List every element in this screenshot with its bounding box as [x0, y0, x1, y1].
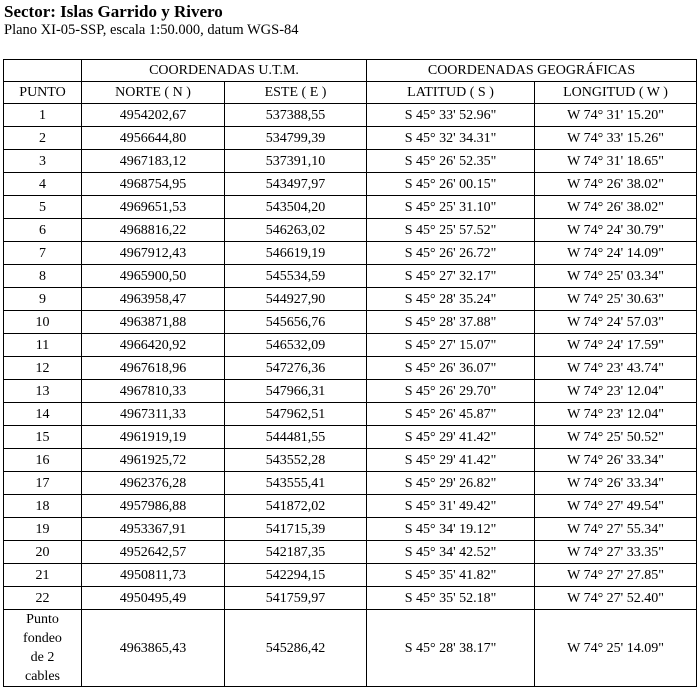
table-row — [4, 449, 697, 472]
latitud-cell: S 45° 26' 00.15" — [367, 173, 535, 196]
table-row — [4, 173, 697, 196]
norte-cell: 4967183,12 — [82, 150, 225, 173]
empty-header-cell — [4, 60, 82, 82]
table-row — [4, 472, 697, 495]
page-subtitle: Plano XI-05-SSP, escala 1:50.000, datum WGS-84 — [4, 22, 299, 38]
longitud-cell: W 74° 26' 33.34" — [535, 449, 697, 472]
coordinates-table — [3, 59, 697, 687]
longitud-cell: W 74° 31' 15.20" — [535, 104, 697, 127]
longitud-cell: W 74° 25' 14.09" — [535, 610, 697, 687]
longitud-cell: W 74° 27' 33.35" — [535, 541, 697, 564]
punto-cell: 8 — [4, 265, 82, 288]
norte-cell: 4965900,50 — [82, 265, 225, 288]
longitud-cell: W 74° 25' 50.52" — [535, 426, 697, 449]
latitud-cell: S 45° 26' 45.87" — [367, 403, 535, 426]
longitud-cell: W 74° 24' 30.79" — [535, 219, 697, 242]
punto-line: fondeo — [23, 631, 62, 646]
latitud-cell: S 45° 33' 52.96" — [367, 104, 535, 127]
punto-cell: 18 — [4, 495, 82, 518]
este-cell: 534799,39 — [225, 127, 367, 150]
latitud-cell: S 45° 31' 49.42" — [367, 495, 535, 518]
latitud-cell: S 45° 35' 41.82" — [367, 564, 535, 587]
latitud-cell: S 45° 29' 41.42" — [367, 449, 535, 472]
norte-cell: 4950495,49 — [82, 587, 225, 610]
latitud-cell: S 45° 26' 52.35" — [367, 150, 535, 173]
table-row — [4, 104, 697, 127]
este-cell: 547962,51 — [225, 403, 367, 426]
este-cell: 541715,39 — [225, 518, 367, 541]
punto-cell: 9 — [4, 288, 82, 311]
norte-cell: 4957986,88 — [82, 495, 225, 518]
latitud-cell: S 45° 28' 37.88" — [367, 311, 535, 334]
table-row — [4, 495, 697, 518]
utm-group-header: COORDENADAS U.T.M. — [82, 60, 367, 82]
longitud-cell: W 74° 26' 38.02" — [535, 196, 697, 219]
latitud-cell: S 45° 26' 29.70" — [367, 380, 535, 403]
este-cell: 545286,42 — [225, 610, 367, 687]
punto-cell: 19 — [4, 518, 82, 541]
punto-cell: 6 — [4, 219, 82, 242]
table-row — [4, 403, 697, 426]
table-row — [4, 196, 697, 219]
column-header-latitud: LATITUD ( S ) — [367, 82, 535, 104]
longitud-cell: W 74° 26' 33.34" — [535, 472, 697, 495]
norte-cell: 4963871,88 — [82, 311, 225, 334]
punto-line: Punto — [26, 612, 59, 627]
este-cell: 547276,36 — [225, 357, 367, 380]
latitud-cell: S 45° 35' 52.18" — [367, 587, 535, 610]
este-cell: 537391,10 — [225, 150, 367, 173]
norte-cell: 4953367,91 — [82, 518, 225, 541]
norte-cell: 4967912,43 — [82, 242, 225, 265]
longitud-cell: W 74° 23' 43.74" — [535, 357, 697, 380]
norte-cell: 4963958,47 — [82, 288, 225, 311]
latitud-cell: S 45° 27' 15.07" — [367, 334, 535, 357]
norte-cell: 4950811,73 — [82, 564, 225, 587]
longitud-cell: W 74° 24' 57.03" — [535, 311, 697, 334]
punto-cell — [4, 610, 82, 687]
punto-cell: 10 — [4, 311, 82, 334]
punto-cell: 14 — [4, 403, 82, 426]
punto-cell: 22 — [4, 587, 82, 610]
longitud-cell: W 74° 27' 27.85" — [535, 564, 697, 587]
norte-cell: 4967810,33 — [82, 380, 225, 403]
table-row — [4, 219, 697, 242]
page-title: Sector: Islas Garrido y Rivero — [4, 2, 223, 21]
latitud-cell: S 45° 32' 34.31" — [367, 127, 535, 150]
latitud-cell: S 45° 34' 19.12" — [367, 518, 535, 541]
latitud-cell: S 45° 34' 42.52" — [367, 541, 535, 564]
norte-cell: 4968816,22 — [82, 219, 225, 242]
latitud-cell: S 45° 28' 38.17" — [367, 610, 535, 687]
column-header-longitud: LONGITUD ( W ) — [535, 82, 697, 104]
table-row — [4, 518, 697, 541]
table-row — [4, 242, 697, 265]
table-row — [4, 426, 697, 449]
norte-cell: 4952642,57 — [82, 541, 225, 564]
punto-line: de 2 — [30, 650, 55, 665]
punto-cell: 1 — [4, 104, 82, 127]
table-row — [4, 127, 697, 150]
este-cell: 547966,31 — [225, 380, 367, 403]
longitud-cell: W 74° 23' 12.04" — [535, 403, 697, 426]
latitud-cell: S 45° 25' 31.10" — [367, 196, 535, 219]
norte-cell: 4967618,96 — [82, 357, 225, 380]
table-row — [4, 334, 697, 357]
latitud-cell: S 45° 28' 35.24" — [367, 288, 535, 311]
longitud-cell: W 74° 26' 38.02" — [535, 173, 697, 196]
norte-cell: 4961919,19 — [82, 426, 225, 449]
norte-cell: 4969651,53 — [82, 196, 225, 219]
table-row — [4, 311, 697, 334]
este-cell: 543497,97 — [225, 173, 367, 196]
punto-cell: 17 — [4, 472, 82, 495]
longitud-cell: W 74° 25' 03.34" — [535, 265, 697, 288]
punto-cell: 7 — [4, 242, 82, 265]
punto-cell: 13 — [4, 380, 82, 403]
table-row — [4, 610, 697, 687]
este-cell: 542294,15 — [225, 564, 367, 587]
column-header-norte: NORTE ( N ) — [82, 82, 225, 104]
geo-group-header: COORDENADAS GEOGRÁFICAS — [367, 60, 697, 82]
este-cell: 541759,97 — [225, 587, 367, 610]
punto-cell: 21 — [4, 564, 82, 587]
table-row — [4, 357, 697, 380]
table-row — [4, 587, 697, 610]
norte-cell: 4961925,72 — [82, 449, 225, 472]
longitud-cell: W 74° 27' 49.54" — [535, 495, 697, 518]
norte-cell: 4967311,33 — [82, 403, 225, 426]
punto-cell: 16 — [4, 449, 82, 472]
latitud-cell: S 45° 25' 57.52" — [367, 219, 535, 242]
latitud-cell: S 45° 29' 41.42" — [367, 426, 535, 449]
latitud-cell: S 45° 29' 26.82" — [367, 472, 535, 495]
este-cell: 546532,09 — [225, 334, 367, 357]
longitud-cell: W 74° 33' 15.26" — [535, 127, 697, 150]
column-header-row — [4, 82, 697, 104]
table-row — [4, 541, 697, 564]
table-row — [4, 380, 697, 403]
longitud-cell: W 74° 27' 55.34" — [535, 518, 697, 541]
punto-cell: 15 — [4, 426, 82, 449]
este-cell: 541872,02 — [225, 495, 367, 518]
punto-cell: 12 — [4, 357, 82, 380]
column-header-este: ESTE ( E ) — [225, 82, 367, 104]
table-row — [4, 265, 697, 288]
table-body — [4, 104, 697, 687]
latitud-cell: S 45° 27' 32.17" — [367, 265, 535, 288]
longitud-cell: W 74° 27' 52.40" — [535, 587, 697, 610]
punto-line: cables — [25, 669, 60, 684]
punto-cell: 5 — [4, 196, 82, 219]
este-cell: 544481,55 — [225, 426, 367, 449]
este-cell: 537388,55 — [225, 104, 367, 127]
punto-cell: 3 — [4, 150, 82, 173]
punto-cell: 20 — [4, 541, 82, 564]
latitud-cell: S 45° 26' 26.72" — [367, 242, 535, 265]
table-row — [4, 288, 697, 311]
norte-cell: 4956644,80 — [82, 127, 225, 150]
norte-cell: 4968754,95 — [82, 173, 225, 196]
longitud-cell: W 74° 24' 14.09" — [535, 242, 697, 265]
este-cell: 546619,19 — [225, 242, 367, 265]
este-cell: 544927,90 — [225, 288, 367, 311]
norte-cell: 4963865,43 — [82, 610, 225, 687]
latitud-cell: S 45° 26' 36.07" — [367, 357, 535, 380]
este-cell: 546263,02 — [225, 219, 367, 242]
este-cell: 545656,76 — [225, 311, 367, 334]
este-cell: 543504,20 — [225, 196, 367, 219]
group-header-row — [4, 60, 697, 82]
norte-cell: 4962376,28 — [82, 472, 225, 495]
punto-cell: 2 — [4, 127, 82, 150]
este-cell: 542187,35 — [225, 541, 367, 564]
longitud-cell: W 74° 23' 12.04" — [535, 380, 697, 403]
punto-cell: 4 — [4, 173, 82, 196]
este-cell: 545534,59 — [225, 265, 367, 288]
table-row — [4, 150, 697, 173]
longitud-cell: W 74° 31' 18.65" — [535, 150, 697, 173]
norte-cell: 4954202,67 — [82, 104, 225, 127]
este-cell: 543555,41 — [225, 472, 367, 495]
longitud-cell: W 74° 24' 17.59" — [535, 334, 697, 357]
punto-cell: 11 — [4, 334, 82, 357]
norte-cell: 4966420,92 — [82, 334, 225, 357]
column-header-punto: PUNTO — [4, 82, 82, 104]
table-row — [4, 564, 697, 587]
este-cell: 543552,28 — [225, 449, 367, 472]
longitud-cell: W 74° 25' 30.63" — [535, 288, 697, 311]
